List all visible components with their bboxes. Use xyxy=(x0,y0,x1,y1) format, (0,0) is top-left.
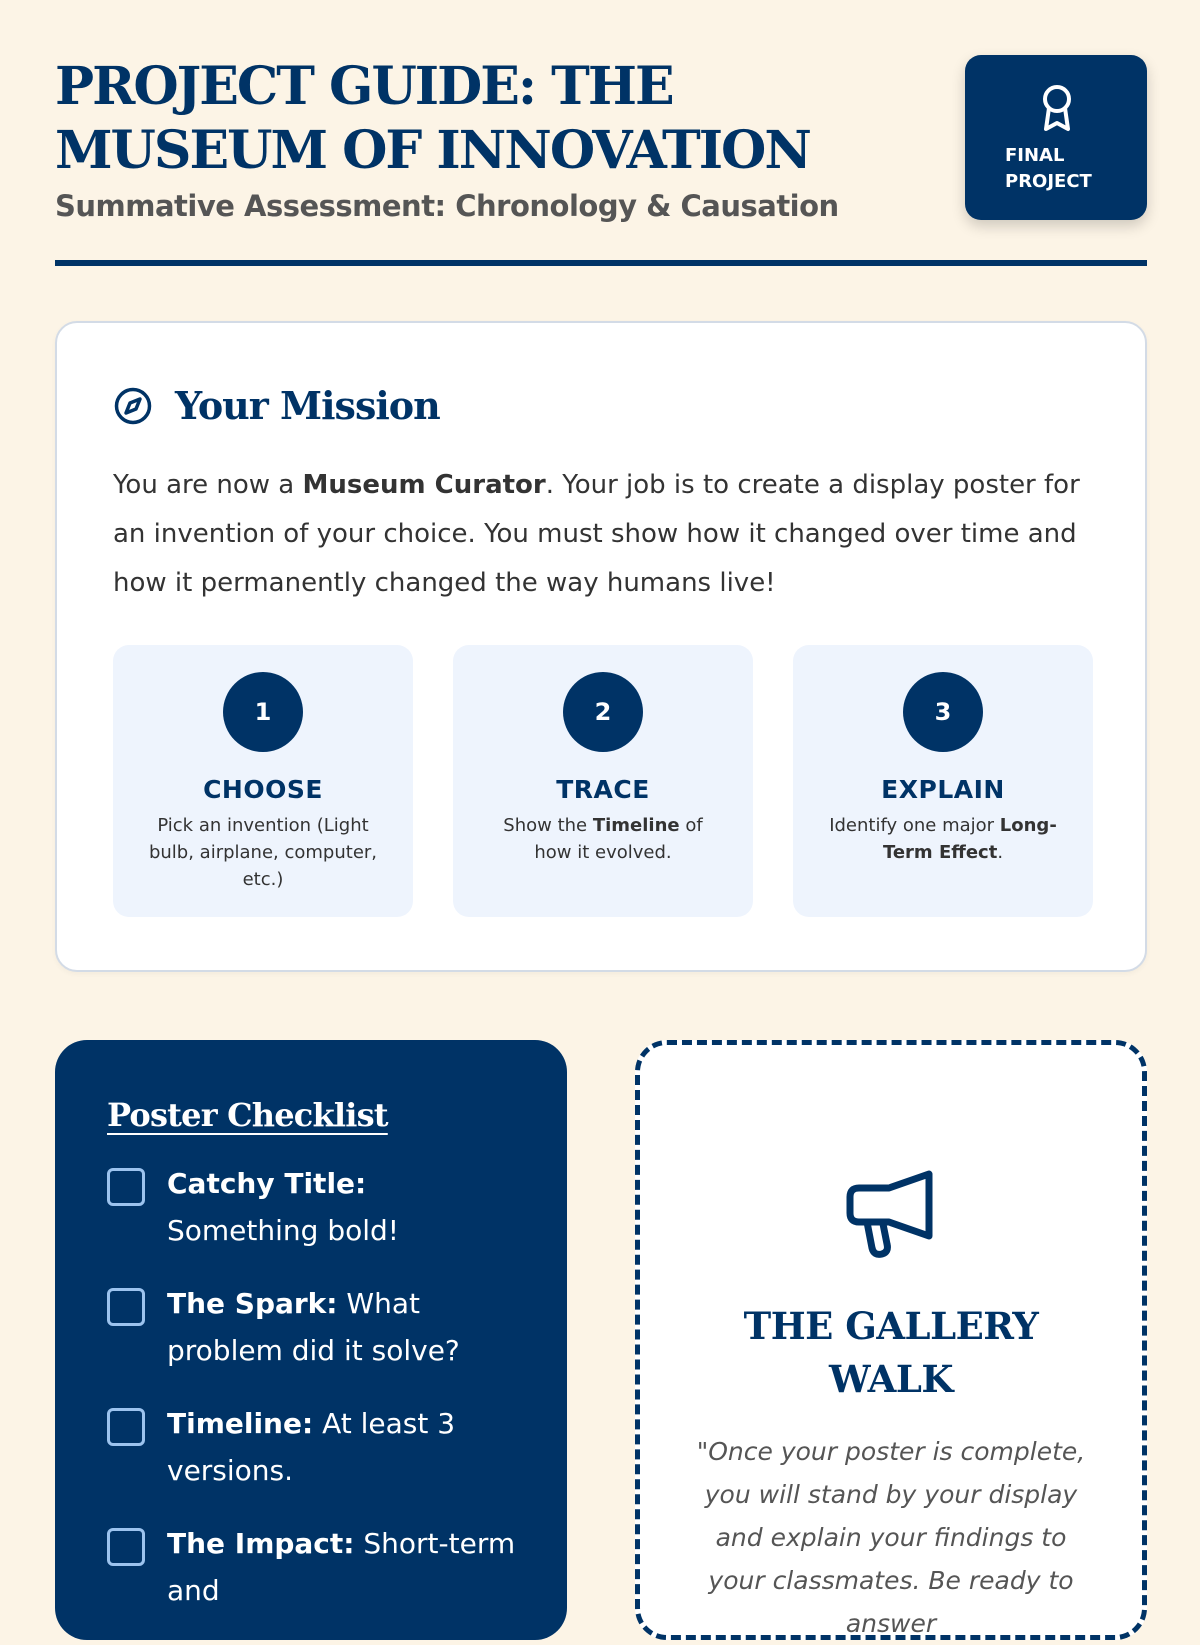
step-title: CHOOSE xyxy=(203,775,323,804)
step-title: TRACE xyxy=(556,775,650,804)
mission-text-part1: You are now a xyxy=(113,470,303,500)
step-description xyxy=(823,812,1063,866)
checklist-item-label: Timeline: xyxy=(167,1407,314,1440)
step-desc-text: Show the xyxy=(503,815,593,836)
checklist-item-text xyxy=(167,1160,517,1254)
step-number: 1 xyxy=(223,672,303,752)
step-desc-text: Pick an invention (Light bulb, airplane, computer, etc.) xyxy=(148,815,378,890)
mission-description xyxy=(113,461,1103,608)
checkbox[interactable] xyxy=(107,1528,145,1566)
page-title: PROJECT GUIDE: THE MUSEUM OF INNOVATION xyxy=(55,56,810,181)
megaphone-icon xyxy=(845,1168,937,1262)
checklist-heading: Poster Checklist xyxy=(107,1096,388,1134)
step-desc-text: Identify one major xyxy=(829,815,1000,836)
badge-label-line1: FINAL xyxy=(1005,145,1065,166)
gallery-quote: "Once your poster is complete, you will stand by your display and explain your findings to your classmates. Be ready to answer xyxy=(696,1437,1086,1638)
mission-heading: Your Mission xyxy=(175,383,440,428)
step-description xyxy=(143,812,383,893)
checklist-item-detail: At least 3 versions. xyxy=(167,1407,456,1487)
step-description xyxy=(483,812,723,866)
badge-label xyxy=(1005,143,1125,195)
checklist-item-text xyxy=(167,1520,517,1614)
checklist-item-label: Catchy Title: xyxy=(167,1167,367,1200)
step-title: EXPLAIN xyxy=(881,775,1005,804)
mission-steps xyxy=(113,645,1093,917)
checklist-item-detail: Short-term and xyxy=(167,1527,516,1607)
step-number: 3 xyxy=(903,672,983,752)
page-subtitle: Summative Assessment: Chronology & Causation xyxy=(55,189,839,223)
gallery-heading: THE GALLERY WALK xyxy=(743,1304,1039,1401)
compass-icon xyxy=(113,386,153,426)
poster-checklist-card xyxy=(55,1040,567,1640)
step-card-explain xyxy=(793,645,1093,917)
header-divider xyxy=(55,260,1147,266)
checklist-item-text xyxy=(167,1280,517,1374)
mission-text-part2: . Your job is to create a display poster for an invention of your choice. You must show how it changed over time and how it permanently changed the way humans live! xyxy=(113,470,1080,598)
checklist-item-detail: Something bold! xyxy=(167,1214,400,1247)
badge-label-line2: PROJECT xyxy=(1005,171,1092,192)
step-desc-text: . xyxy=(997,842,1004,863)
step-card-choose xyxy=(113,645,413,917)
checklist-item[interactable] xyxy=(107,1520,517,1614)
checkbox[interactable] xyxy=(107,1288,145,1326)
award-ribbon-icon xyxy=(1040,83,1074,133)
step-desc-text: of how it evolved. xyxy=(534,815,703,863)
checklist-item[interactable] xyxy=(107,1400,517,1494)
checklist-item-detail: What problem did it solve? xyxy=(167,1287,460,1367)
mission-heading-row xyxy=(113,383,440,428)
mission-text-role: Museum Curator xyxy=(302,470,546,500)
checkbox[interactable] xyxy=(107,1408,145,1446)
page-header xyxy=(55,55,1147,223)
step-desc-emphasis: Long-Term Effect xyxy=(882,815,1057,863)
mission-card xyxy=(55,321,1147,972)
checkbox[interactable] xyxy=(107,1168,145,1206)
gallery-walk-card xyxy=(635,1040,1147,1640)
checklist-item-label: The Impact: xyxy=(167,1527,355,1560)
step-card-trace xyxy=(453,645,753,917)
final-project-badge xyxy=(965,55,1147,220)
step-number: 2 xyxy=(563,672,643,752)
checklist-item[interactable] xyxy=(107,1280,517,1374)
checklist-item-label: The Spark: xyxy=(167,1287,338,1320)
checklist-item[interactable] xyxy=(107,1160,517,1254)
step-desc-emphasis: Timeline xyxy=(592,815,680,836)
checklist-item-text xyxy=(167,1400,517,1494)
